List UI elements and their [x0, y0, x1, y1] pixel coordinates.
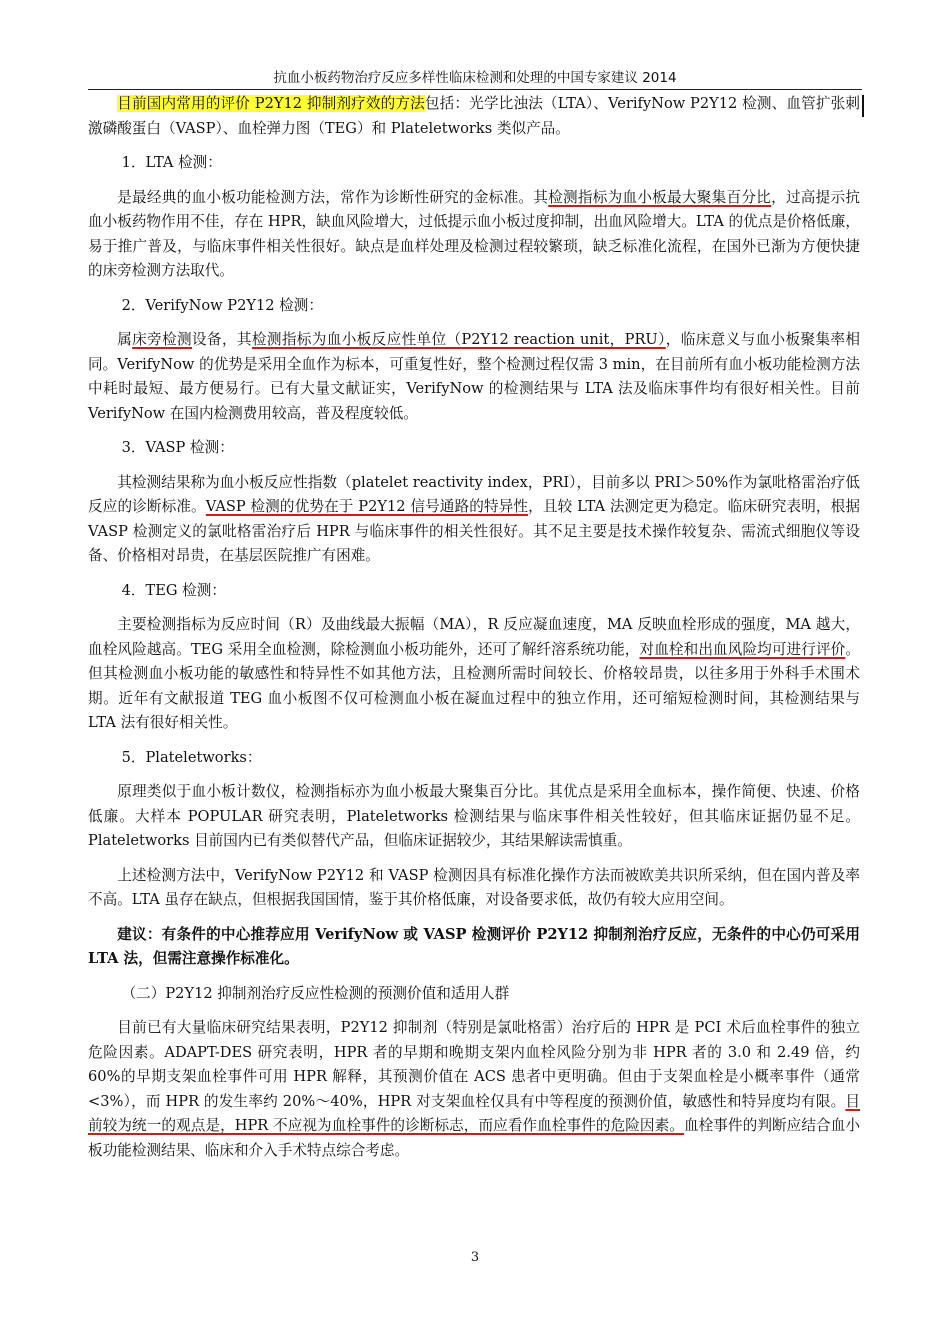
text-cursor-bar	[862, 95, 864, 117]
highlighted-text: 目前国内常用的评价 P2Y12 抑制剂疗效的方法	[117, 95, 425, 112]
running-header: 抗血小板药物治疗反应多样性临床检测和处理的中国专家建议 2014	[88, 70, 862, 90]
recommendation-paragraph: 建议：有条件的中心推荐应用 VerifyNow 或 VASP 检测评价 P2Y12 抑制剂治疗反应，无条件的中心仍可采用 LTA 法，但需注意操作标准化。	[88, 925, 860, 967]
vasp-paragraph: 其检测结果称为血小板反应性指数（platelet reactivity index，PRI），目前多以 PRI＞50%作为氯吡格雷治疗低反应的诊断标准。VASP 检测的优势在于 P2Y12 信号通路的特异性，且较 LTA 法测定更为稳定。临床研究表明，根据 VASP 检测定义的氯吡格雷治疗后 HPR 与临床事件的相关性很好。其不足主要是技术操作较复杂、需流式细胞仪等设备、价格相对昂贵，在基层医院推广有困难。	[88, 473, 860, 564]
part-two-paragraph: 目前已有大量临床研究结果表明，P2Y12 抑制剂（特别是氯吡格雷）治疗后的 HPR 是 PCI 术后血栓事件的独立危险因素。ADAPT-DES 研究表明，HPR 者的早期和晚期支架内血栓风险分别为非 HPR 者的 3.0 和 2.49 倍，约 60%的早期支架血栓事件可用 HPR 解释，其预测价值在 ACS 患者中更明确。但由于支架血栓是小概率事件（通常<3%），而 HPR 的发生率约 20%～40%，HPR 对支架血栓仅具有中等程度的预测价值，敏感性和特异度均有限。目前较为统一的观点是，HPR 不应视为血栓事件的诊断标志，而应看作血栓事件的危险因素。血栓事件的判断应结合血小板功能检测结果、临床和介入手术特点综合考虑。	[88, 1019, 860, 1159]
underlined-text: 对血栓和出血风险均可进行评价	[639, 640, 846, 658]
summary-paragraph: 上述检测方法中，VerifyNow P2Y12 和 VASP 检测因具有标准化操作方法而被欧美共识所采纳，但在国内普及率不高。LTA 虽存在缺点，但根据我国国情，鉴于其价格低廉，对设备要求低，故仍有较大应用空间。	[88, 866, 860, 908]
section-heading-plateletworks: 5．Plateletworks：	[121, 748, 262, 766]
underlined-text: 检测指标为血小板最大聚集百分比	[548, 188, 772, 206]
section-heading-vasp: 3．VASP 检测：	[121, 439, 234, 456]
verifynow-paragraph: 属床旁检测设备，其检测指标为血小板反应性单位（P2Y12 reaction unit，PRU），临床意义与血小板聚集率相同。VerifyNow 的优势是采用全血作为标本，可重复性好，整个检测过程仅需 3 min，在目前所有血小板功能检测方法中耗时最短、最方便易行。已有大量文献证实，VerifyNow 的检测结果与 LTA 法及临床事件均有很好相关性。目前 VerifyNow 在国内检测费用较高，普及程度较低。	[88, 331, 860, 422]
page-number: 3	[470, 1250, 480, 1265]
intro-paragraph: 目前国内常用的评价 P2Y12 抑制剂疗效的方法包括：光学比浊法（LTA）、VerifyNow P2Y12 检测、血管扩张刺激磷酸蛋白（VASP）、血栓弹力图（TEG）和 Plateletworks 类似产品。	[88, 95, 861, 137]
section-heading-teg: 4．TEG 检测：	[121, 581, 226, 599]
teg-paragraph: 主要检测指标为反应时间（R）及曲线最大振幅（MA），R 反应凝血速度，MA 反映血栓形成的强度，MA 越大，血栓风险越高。TEG 采用全血检测，除检测血小板功能外，还可了解纤溶系统功能，对血栓和出血风险均可进行评价。但其检测血小板功能的敏感性和特异性不如其他方法，且检测所需时间较长、价格较昂贵，以往多用于外科手术围术期。近年有文献报道 TEG 血小板图不仅可检测血小板在凝血过程中的独立作用，还可缩短检测时间，其检测结果与 LTA 法有很好相关性。	[88, 616, 860, 731]
section-heading-lta: 1．LTA 检测：	[121, 154, 222, 171]
part-two-heading: （二）P2Y12 抑制剂治疗反应性检测的预测价值和适用人群	[121, 984, 510, 1002]
plateletworks-paragraph: 原理类似于血小板计数仪，检测指标亦为血小板最大聚集百分比。其优点是采用全血标本，操作简便、快速、价格低廉。大样本 POPULAR 研究表明，Plateletworks 检测结果与临床事件相关性较好，但其临床证据仍显不足。Plateletworks 目前国内已有类似替代产品，但临床证据较少，其结果解读需慎重。	[88, 783, 860, 849]
underlined-text: 目前较为统一的观点是，HPR 不应视为血栓事件的诊断标志，而应看作血栓事件的危险因素。	[88, 1092, 860, 1134]
lta-paragraph: 是最经典的血小板功能检测方法，常作为诊断性研究的金标准。其检测指标为血小板最大聚集百分比，过高提示抗血小板药物作用不佳，存在 HPR，缺血风险增大，过低提示血小板过度抑制，出血风险增大。LTA 的优点是价格低廉，易于推广普及，与临床事件相关性很好。缺点是血样处理及检测过程较繁琐，缺乏标准化流程，在国外已渐为方便快捷的床旁检测方法取代。	[88, 188, 860, 279]
document-body	[88, 92, 860, 1173]
underlined-text: VASP 检测的优势在于 P2Y12 信号通路的特异性	[205, 498, 529, 515]
underlined-text: 检测指标为血小板反应性单位（P2Y12 reaction unit，PRU）	[251, 331, 666, 348]
underlined-text: 床旁检测	[132, 331, 193, 348]
section-heading-verifynow: 2．VerifyNow P2Y12 检测：	[121, 296, 323, 314]
